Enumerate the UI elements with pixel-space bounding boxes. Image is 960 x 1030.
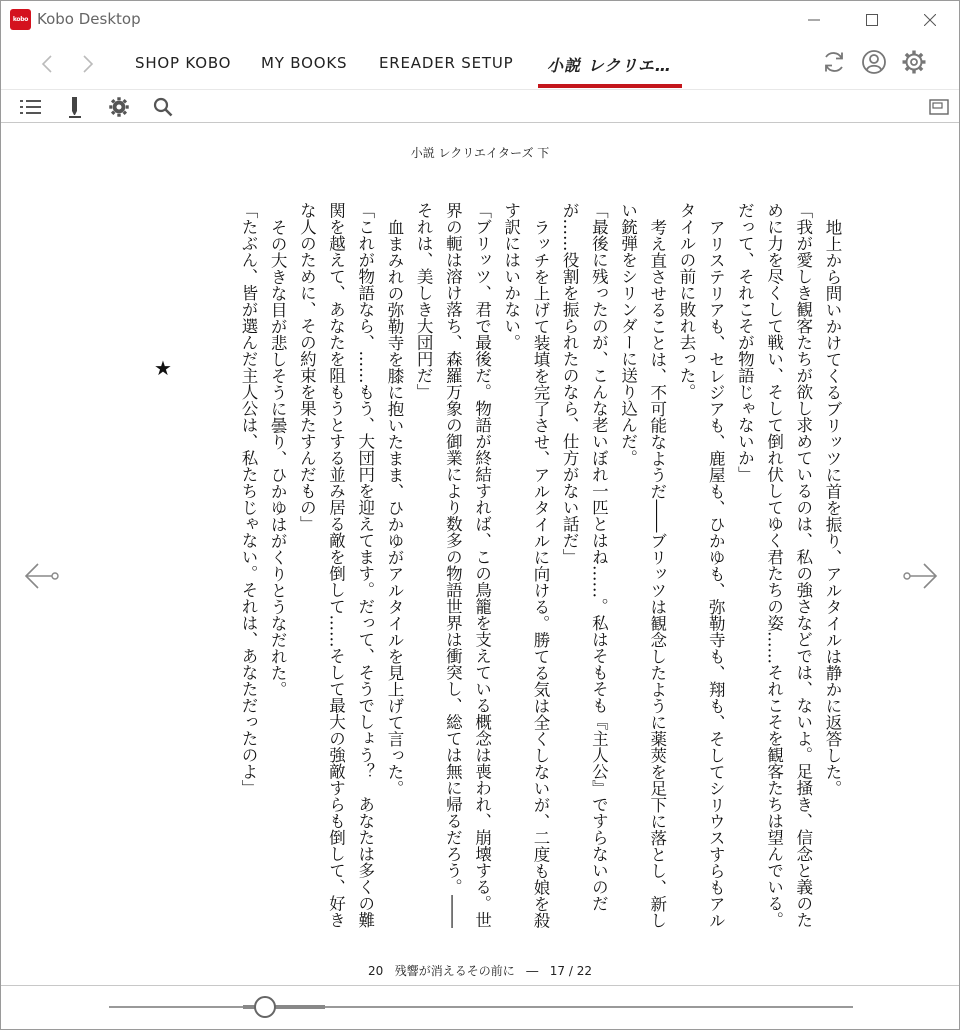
paragraph: 血まみれの弥勒寺を膝に抱いたまま、ひかゆがアルタイルを見上げて言った。 <box>384 218 404 796</box>
paragraph: 「我が愛しき観客たちが欲し求めているのは、私の強さなどでは、ないよ。足掻き、信念と義のために力を尽くして戦い、そして倒れ伏してゆく君たちの姿……それこそを観客たちは望んでいる。だって、それこそが物語じゃないか」 <box>735 202 813 928</box>
arrow-right-icon <box>902 561 940 591</box>
account-button[interactable] <box>859 47 889 77</box>
progress-bar-area <box>1 985 959 1029</box>
paragraph: ラッチを上げて装填を完了させ、アルタイルに向ける。勝てる気は全くしないが、二度も娘を殺す訳にはいかない。 <box>501 202 550 928</box>
settings-button[interactable] <box>899 47 929 77</box>
reading-page[interactable] <box>1 124 959 984</box>
kobo-logo-icon: kobo <box>10 9 31 30</box>
main-nav <box>1 39 959 89</box>
gear-icon <box>901 49 927 75</box>
previous-page-button[interactable] <box>21 556 61 596</box>
reading-settings-button[interactable] <box>107 95 131 119</box>
sync-button[interactable] <box>819 47 849 77</box>
chapter-title: 残響が消えるその前に <box>394 964 515 978</box>
active-tab-indicator <box>538 84 682 88</box>
maximize-icon <box>866 14 878 26</box>
title-bar <box>1 1 959 39</box>
gear-icon <box>108 96 130 118</box>
progress-slider-thumb[interactable] <box>254 996 276 1018</box>
paragraph: アリステリアも、セレジアも、鹿屋も、ひかゆも、弥勒寺も、翔も、そしてシリウスすらもアルタイルの前に敗れ去った。 <box>676 202 726 928</box>
fullscreen-icon <box>929 99 949 115</box>
reader-toolbar <box>1 89 959 123</box>
highlighter-icon <box>66 96 84 118</box>
next-page-button[interactable] <box>901 556 941 596</box>
maximize-button[interactable] <box>843 1 901 39</box>
close-icon <box>924 14 936 26</box>
paragraph: その大きな目が悲しそうに曇り、ひかゆはがくりとうなだれた。 <box>268 218 288 697</box>
tab-shop-kobo[interactable]: SHOP KOBO <box>135 54 232 72</box>
book-title-header: 小説 レクリエイターズ 下 <box>410 146 550 160</box>
window-title: Kobo Desktop <box>37 10 141 28</box>
back-button[interactable] <box>35 51 59 77</box>
close-button[interactable] <box>901 1 959 39</box>
tab-current-book[interactable]: 小説 レクリエ… <box>547 56 672 75</box>
paragraph: 地上から問いかけてくるブリッツに首を振り、アルタイルは静かに返答した。 <box>823 218 842 796</box>
chevron-right-icon <box>82 54 94 74</box>
footer-separator: ― <box>526 964 539 978</box>
paragraph: 「これが物語なら、……もう、大団円を迎えてます。だって、そうでしょう？ あなたは多くの難関を越えて、あなたを阻もうとする並み居る敵を倒して……そして最大の強敵すらも倒して、好きな人のために、その約束を果たすんだもの」 <box>297 202 375 928</box>
page-counter: 17 / 22 <box>549 964 592 978</box>
paragraph: 「ブリッツ、君で最後だ。物語が終結すれば、この鳥籠を支えている概念は喪われ、崩壊する。世界の軛は溶け落ち、森羅万象の御業により数多の物語世界は衝突し、総ては無に帰るだろう。――それは、美しき大団円だ」 <box>414 202 492 928</box>
table-of-contents-button[interactable] <box>19 95 43 119</box>
scene-break-star: ★ <box>154 356 172 380</box>
tab-my-books[interactable]: MY BOOKS <box>261 54 348 72</box>
chapter-number: 20 <box>368 964 384 978</box>
list-icon <box>20 98 42 116</box>
progress-slider-track[interactable] <box>109 1006 853 1008</box>
sync-icon <box>821 49 847 75</box>
book-text[interactable] <box>211 202 847 942</box>
page-footer <box>1 962 959 979</box>
paragraph: 「たぶん、皆が選んだ主人公は、私たちじゃない。それは、あなただったのよ」 <box>238 202 258 796</box>
tab-ereader-setup[interactable]: EREADER SETUP <box>379 54 514 72</box>
minimize-button[interactable] <box>785 1 843 39</box>
annotations-button[interactable] <box>63 95 87 119</box>
fullscreen-button[interactable] <box>927 95 951 119</box>
forward-button[interactable] <box>76 51 100 77</box>
paragraph: 「最後に残ったのが、こんな老いぼれ一匹とはね……。私はそもそも『主人公』ですらないのだが……役割を振られたのなら、仕方がない話だ」 <box>560 202 609 912</box>
paragraph: 考え直させることは、不可能なようだ――ブリッツは観念したように薬莢を足下に落とし、新しい銃弾をシリンダーに送り込んだ。 <box>618 202 667 928</box>
search-button[interactable] <box>151 95 175 119</box>
search-icon <box>153 97 173 117</box>
chevron-left-icon <box>41 54 53 74</box>
arrow-left-icon <box>22 561 60 591</box>
minimize-icon <box>808 14 820 26</box>
account-icon <box>861 49 887 75</box>
